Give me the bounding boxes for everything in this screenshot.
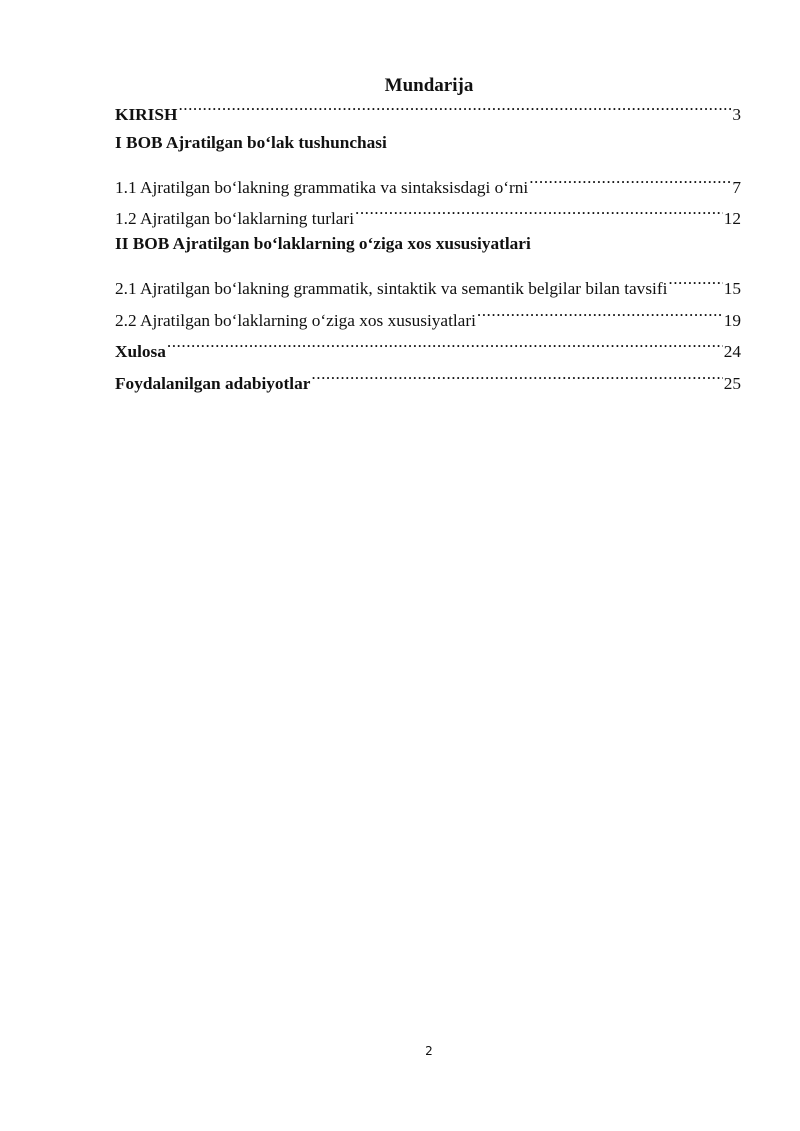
- toc-entry-label: 1.2 Ajratilgan bo‘laklarning turlari: [115, 209, 354, 228]
- toc-entry-section-2-1: [115, 272, 741, 300]
- toc-entry-page: 24: [723, 342, 741, 361]
- dot-leader: [178, 98, 731, 120]
- toc-entry-label: 2.2 Ajratilgan bo‘laklarning o‘ziga xos xususiyatlari: [115, 311, 476, 330]
- toc-entry-label: Foydalanilgan adabiyotlar: [115, 374, 311, 393]
- toc-entry-section-1-1: [115, 171, 741, 199]
- dot-leader: [311, 367, 722, 389]
- toc-entry-page: 12: [723, 209, 741, 228]
- toc-entry-page: 25: [723, 374, 741, 393]
- toc-entry-label: 2.1 Ajratilgan bo‘lakning grammatik, sintaktik va semantik belgilar bilan tavsifi: [115, 279, 668, 298]
- dot-leader: [668, 272, 722, 294]
- toc-entry-label: Xulosa: [115, 342, 166, 361]
- dot-leader: [355, 202, 723, 224]
- page-number: 2: [425, 1044, 433, 1058]
- toc-entry-intro: [115, 98, 741, 126]
- toc-entry-page: 7: [732, 178, 741, 197]
- toc-entry-references: [115, 367, 741, 395]
- dot-leader: [529, 171, 731, 193]
- toc-entry-page: 3: [732, 105, 741, 124]
- dot-leader: [477, 304, 723, 326]
- toc-entry-label: KIRISH: [115, 105, 178, 124]
- toc-entry-section-2-2: [115, 304, 741, 332]
- toc-entry-section-1-2: [115, 202, 741, 230]
- toc-entry-label: 1.1 Ajratilgan bo‘lakning grammatika va sintaksisdagi o‘rni: [115, 178, 529, 197]
- page-title: Mundarija: [384, 75, 474, 96]
- toc-entry-conclusion: [115, 335, 741, 363]
- toc-entry-page: 19: [723, 311, 741, 330]
- toc-chapter-1-heading: I BOB Ajratilgan bo‘lak tushunchasi: [115, 133, 387, 152]
- toc-chapter-2-heading: II BOB Ajratilgan bo‘laklarning o‘ziga xos xususiyatlari: [115, 234, 531, 253]
- dot-leader: [167, 335, 723, 357]
- toc-entry-page: 15: [723, 279, 741, 298]
